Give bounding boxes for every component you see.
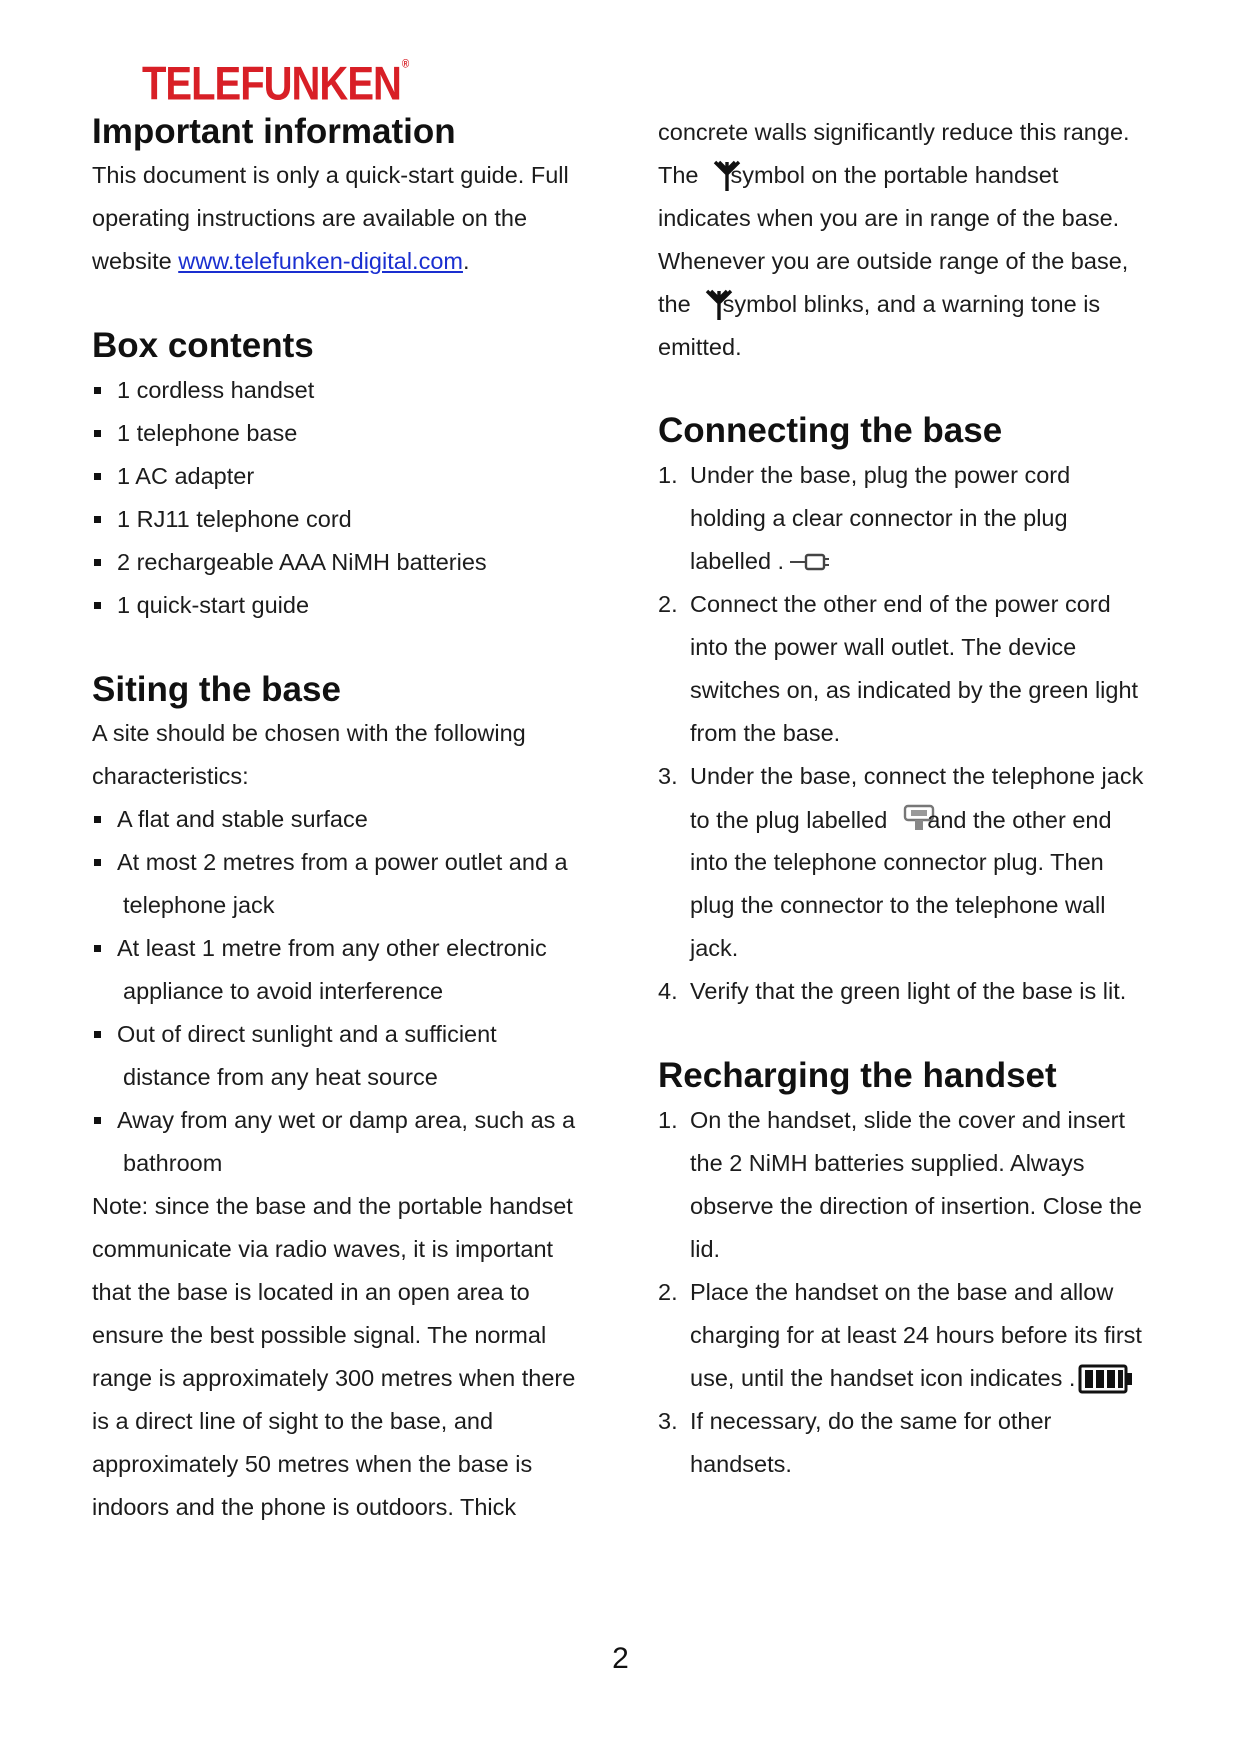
important-line: This document is only a quick-start guide. Full	[92, 162, 569, 188]
step-text: use, until the handset icon indicates .	[690, 1365, 1076, 1391]
step-line: holding a clear connector in the plug	[690, 505, 1068, 531]
box-item: 1 cordless handset	[117, 377, 315, 403]
note-line: Note: since the base and the portable handset	[92, 1193, 573, 1219]
range-text: symbol blinks, and a warning tone is	[722, 291, 1101, 317]
bullet-icon	[94, 559, 101, 566]
step-number: 2.	[658, 591, 678, 617]
step-line	[690, 546, 830, 576]
connecting-title: Connecting the base	[658, 411, 1003, 450]
step-line: Under the base, plug the power cord	[690, 462, 1071, 488]
step-number: 1.	[658, 1107, 678, 1133]
siting-item: telephone jack	[123, 892, 275, 918]
siting-item: Out of direct sunlight and a sufficient	[117, 1021, 497, 1047]
step-number: 1.	[658, 462, 678, 488]
step-line: Verify that the green light of the base is lit.	[690, 978, 1127, 1004]
range-line: indicates when you are in range of the base.	[658, 205, 1120, 231]
step-line: plug the connector to the telephone wall	[690, 892, 1106, 918]
step-number: 4.	[658, 978, 678, 1004]
siting-intro: A site should be chosen with the following	[92, 720, 526, 746]
siting-item: appliance to avoid interference	[123, 978, 444, 1004]
step-line: observe the direction of insertion. Close the	[690, 1193, 1142, 1219]
note-line: approximately 50 metres when the base is	[92, 1451, 533, 1477]
brand-logo-text: TELEFUNKEN	[142, 58, 401, 110]
page-number: 2	[612, 1642, 629, 1675]
note-line: ensure the best possible signal. The normal	[92, 1322, 547, 1348]
bullet-icon	[94, 1117, 101, 1124]
step-line: from the base.	[690, 720, 841, 746]
bullet-icon	[94, 945, 101, 952]
brand-logo-mark: ®	[401, 58, 409, 71]
step-text: to the plug labelled	[690, 807, 888, 833]
box-item: 1 RJ11 telephone cord	[117, 506, 352, 532]
important-line: operating instructions are available on the	[92, 205, 528, 231]
siting-item: Away from any wet or damp area, such as a	[117, 1107, 576, 1133]
brand-logo	[142, 58, 408, 111]
siting-intro: characteristics:	[92, 763, 249, 789]
note-line: indoors and the phone is outdoors. Thick	[92, 1494, 517, 1520]
step-line: the 2 NiMH batteries supplied. Always	[690, 1150, 1085, 1176]
website-prefix: website	[92, 248, 179, 274]
step-line	[690, 804, 1112, 835]
siting-item: At most 2 metres from a power outlet and a	[117, 849, 568, 875]
range-line: Whenever you are outside range of the base,	[658, 248, 1129, 274]
siting-title: Siting the base	[92, 670, 341, 709]
bullet-icon	[94, 430, 101, 437]
bullet-icon	[94, 602, 101, 609]
important-title: Important information	[92, 112, 456, 151]
step-line: handsets.	[690, 1451, 792, 1477]
battery-full-icon	[1077, 1363, 1135, 1395]
box-item: 1 quick-start guide	[117, 592, 310, 618]
step-line	[690, 1363, 1135, 1395]
bullet-icon	[94, 1031, 101, 1038]
siting-item: bathroom	[123, 1150, 223, 1176]
range-text: the	[658, 291, 691, 317]
note-line: communicate via radio waves, it is important	[92, 1236, 554, 1262]
step-line: Connect the other end of the power cord	[690, 591, 1111, 617]
step-number: 3.	[658, 763, 678, 789]
box-contents-title: Box contents	[92, 326, 314, 365]
bullet-icon	[94, 516, 101, 523]
note-line: is a direct line of sight to the base, and	[92, 1408, 494, 1434]
range-text: symbol on the portable handset	[730, 162, 1059, 188]
siting-item: At least 1 metre from any other electronic	[117, 935, 547, 961]
step-line: If necessary, do the same for other	[690, 1408, 1052, 1434]
recharging-title: Recharging the handset	[658, 1056, 1057, 1095]
website-link[interactable]: www.telefunken-digital.com	[178, 248, 463, 274]
step-number: 3.	[658, 1408, 678, 1434]
range-line	[658, 160, 1058, 192]
step-line: lid.	[690, 1236, 721, 1262]
range-line	[658, 289, 1100, 321]
step-number: 2.	[658, 1279, 678, 1305]
step-line: Under the base, connect the telephone jack	[690, 763, 1144, 789]
range-text: The	[658, 162, 699, 188]
bullet-icon	[94, 387, 101, 394]
note-line: range is approximately 300 metres when there	[92, 1365, 576, 1391]
siting-item: distance from any heat source	[123, 1064, 438, 1090]
bullet-icon	[94, 816, 101, 823]
box-item: 1 AC adapter	[117, 463, 255, 489]
step-line: into the telephone connector plug. Then	[690, 849, 1104, 875]
note-line: that the base is located in an open area to	[92, 1279, 530, 1305]
box-item: 1 telephone base	[117, 420, 298, 446]
step-line: charging for at least 24 hours before its first	[690, 1322, 1142, 1348]
range-line: emitted.	[658, 334, 742, 360]
step-line: Place the handset on the base and allow	[690, 1279, 1114, 1305]
siting-item: A flat and stable surface	[117, 806, 368, 832]
range-line: concrete walls significantly reduce this range.	[658, 119, 1130, 145]
step-line: into the power wall outlet. The device	[690, 634, 1077, 660]
important-website-line	[92, 246, 470, 276]
bullet-icon	[94, 859, 101, 866]
step-line: jack.	[690, 935, 739, 961]
website-suffix: .	[462, 248, 470, 274]
step-line: On the handset, slide the cover and insert	[690, 1107, 1126, 1133]
step-text: labelled .	[690, 548, 785, 574]
step-line: switches on, as indicated by the green light	[690, 677, 1139, 703]
power-plug-icon	[788, 552, 830, 572]
step-text: and the other end	[927, 807, 1112, 833]
bullet-icon	[94, 473, 101, 480]
box-item: 2 rechargeable AAA NiMH batteries	[117, 549, 487, 575]
